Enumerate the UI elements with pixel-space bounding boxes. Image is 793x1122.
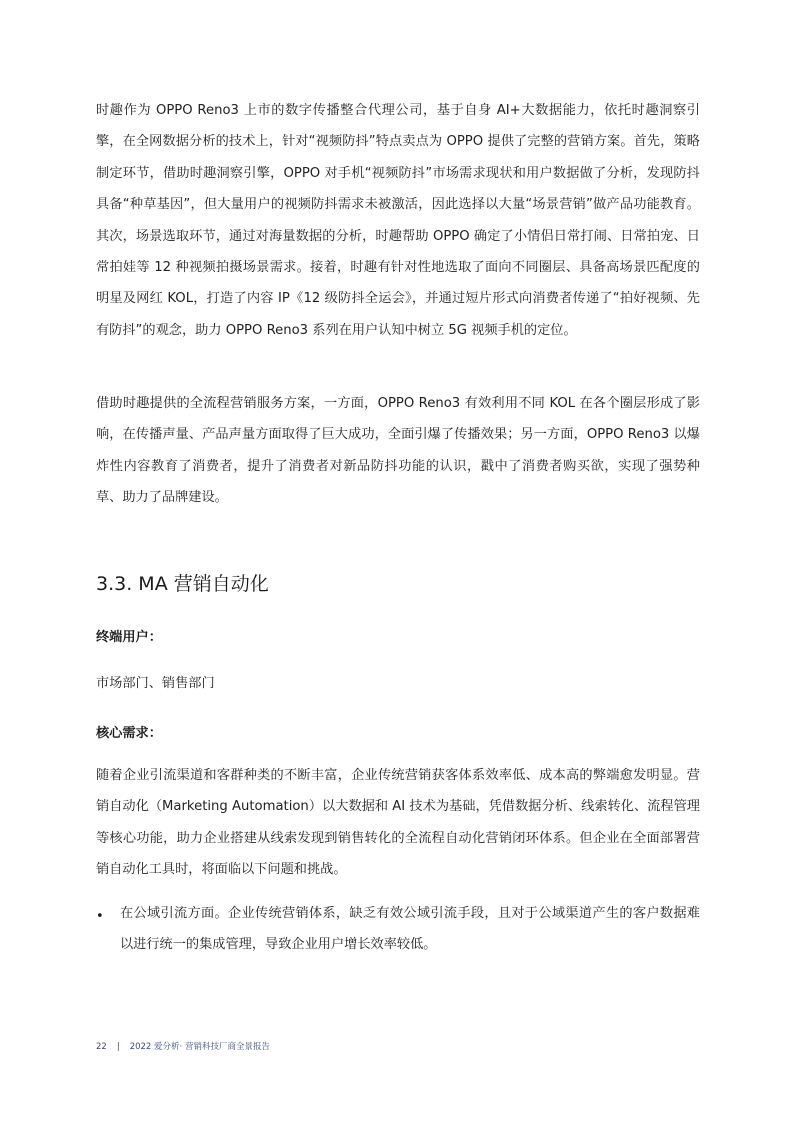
footer-separator: | bbox=[116, 1042, 120, 1052]
section-heading: 3.3. MA 营销自动化 bbox=[96, 573, 269, 595]
bullet-dot-icon: • bbox=[96, 909, 104, 924]
core-needs-label: 核心需求： bbox=[96, 726, 162, 741]
end-user-label: 终端用户： bbox=[96, 630, 162, 645]
end-user-value: 市场部门、销售部门 bbox=[96, 676, 215, 691]
page-footer bbox=[96, 1040, 270, 1054]
report-title: 2022 爱分析· 营销科技厂商全景报告 bbox=[129, 1042, 270, 1052]
page-number: 22 bbox=[96, 1042, 107, 1052]
bullet-text: 在公域引流方面。企业传统营销体系，缺乏有效公域引流手段，且对于公域渠道产生的客户数据难以进行统一的集成管理，导致企业用户增长效率较低。 bbox=[120, 906, 700, 953]
body-paragraph-1: 时趣作为 OPPO Reno3 上市的数字传播整合代理公司，基于自身 AI+大数据能力，依托时趣洞察引擎，在全网数据分析的技术上，针对“视频防抖”特点卖点为 OPPO 提供了完整的营销方案。首先，策略制定环节，借助时趣洞察引擎，OPPO 对手机“视频防抖”市场需求现状和用户数据做了分析，发现防抖具备“种草基因”，但大量用户的视频防抖需求未被激活，因此选择以大量“场景营销”做产品功能教育。其次，场景选取环节，通过对海量数据的分析，时趣帮助 OPPO 确定了小情侣日常打闹、日常拍宠、日常拍娃等 12 种视频拍摄场景需求。接着，时趣有针对性地选取了面向不同圈层、具备高场景匹配度的明星及网红 KOL，打造了内容 IP《12 级防抖全运会》，并通过短片形式向消费者传递了“拍好视频、先有防抖”的观念，助力 OPPO Reno3 系列在用户认知中树立 5G 视频手机的定位。 bbox=[96, 103, 700, 338]
body-paragraph-3: 随着企业引流渠道和客群种类的不断丰富，企业传统营销获客体系效率低、成本高的弊端愈发明显。营销自动化（Marketing Automation）以大数据和 AI 技术为基础，凭借数据分析、线索转化、流程管理等核心功能，助力企业搭建从线索发现到销售转化的全流程自动化营销闭环体系。但企业在全面部署营销自动化工具时，将面临以下问题和挑战。 bbox=[96, 768, 700, 878]
body-paragraph-2: 借助时趣提供的全流程营销服务方案，一方面，OPPO Reno3 有效利用不同 KOL 在各个圈层形成了影响，在传播声量、产品声量方面取得了巨大成功，全面引爆了传播效果；另一方面，OPPO Reno3 以爆炸性内容教育了消费者，提升了消费者对新品防抖功能的认识，戳中了消费者购买欲，实现了强势种草、助力了品牌建设。 bbox=[96, 396, 700, 506]
